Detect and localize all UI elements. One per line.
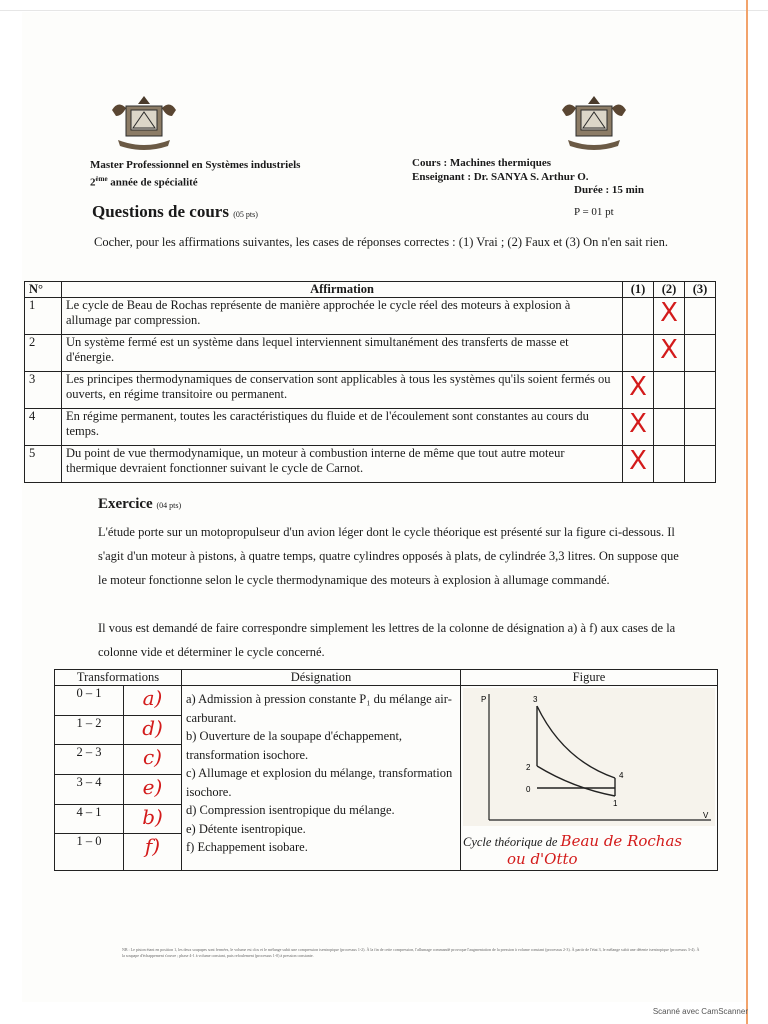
point-label-2: 2 [526, 763, 531, 772]
point-label-3: 3 [533, 695, 538, 704]
checkbox-faux[interactable] [654, 446, 685, 483]
teacher-name: Enseignant : Dr. SANYA S. Arthur O. [412, 171, 589, 183]
col-header-designation: Désignation [182, 670, 461, 686]
transformation-label: 4 – 1 [55, 804, 124, 834]
designation-item: f) Echappement isobare. [186, 840, 308, 854]
scan-top-edge [0, 0, 768, 11]
checkbox-nsp[interactable] [685, 409, 716, 446]
transformation-label: 1 – 2 [55, 715, 124, 745]
transformation-label: 2 – 3 [55, 745, 124, 775]
designation-item: e) Détente isentropique. [186, 821, 306, 836]
designation-item: a) Admission à pression constante P₁ du mélange air-carburant. [186, 692, 452, 725]
scan-right-edge [746, 0, 748, 1024]
program-name: Master Professionnel en Systèmes industriels [90, 159, 301, 171]
checkbox-faux[interactable] [654, 372, 685, 409]
transformation-label: 1 – 0 [55, 834, 124, 871]
designation-item: b) Ouverture de la soupape d'échappement, transformation isochore. [186, 729, 403, 762]
table-row [25, 409, 716, 446]
exercise-instruction: Il vous est demandé de faire correspondre simplement les lettres de la colonne de désignation a) à f) aux cases de la colonne vide et déterminer le cycle concerné. [98, 621, 676, 659]
designation-item: c) Allumage et explosion du mélange, transformation isochore. [186, 766, 453, 799]
exercise-title: Exercice (04 pts) [98, 496, 182, 512]
checkbox-vrai[interactable]: X [623, 372, 654, 409]
university-crest-right-icon [554, 90, 634, 156]
checkbox-nsp[interactable] [685, 335, 716, 372]
axis-label-v: V [703, 811, 709, 820]
row-number: 3 [25, 372, 62, 409]
col-header-vrai: (1) [623, 282, 654, 298]
row-number: 5 [25, 446, 62, 483]
university-crest-left-icon [104, 90, 184, 156]
checkbox-faux[interactable]: X [654, 335, 685, 372]
figure-caption: Cycle théorique de Beau de Rochas [463, 832, 683, 850]
exercise-intro: L'étude porte sur un motopropulseur d'un avion léger dont le cycle théorique est présenté sur la figure ci-dessous. Il s'agit d'un moteur à pistons, à quatre temps, quatre cylindres opposés à plats, de cylindrée 3,3 litres. On suppose que le moteur fonctionne selon le cycle thermodynamique des moteurs à explosion à allumage commandé. [98, 525, 679, 587]
row-number: 2 [25, 335, 62, 372]
scanner-watermark: Scanné avec CamScanner [652, 1007, 748, 1016]
matching-header-row [55, 670, 718, 686]
col-header-transformations: Transformations [55, 670, 182, 686]
answer-field[interactable]: c) [124, 745, 182, 775]
col-header-affirmation: Affirmation [62, 282, 623, 298]
transformation-row [55, 686, 718, 716]
checkbox-vrai[interactable] [623, 335, 654, 372]
transformation-label: 3 – 4 [55, 774, 124, 804]
point-label-1: 1 [613, 799, 618, 808]
answer-field[interactable]: a) [124, 686, 182, 716]
point-label-0: 0 [526, 785, 531, 794]
cycle-answer-line2[interactable]: ou d'Otto [507, 850, 578, 868]
affirmation-text: Un système fermé est un système dans lequel interviennent simultanément des transferts de masse et d'énergie. [62, 335, 623, 372]
checkbox-faux[interactable] [654, 409, 685, 446]
answer-field[interactable]: f) [124, 834, 182, 871]
matching-table [54, 669, 718, 871]
table-row [25, 298, 716, 335]
checkbox-nsp[interactable] [685, 446, 716, 483]
row-number: 4 [25, 409, 62, 446]
program-header [90, 158, 300, 190]
cycle-answer-line1[interactable]: Beau de Rochas [560, 832, 683, 850]
checkbox-vrai[interactable]: X [623, 446, 654, 483]
table-row [25, 372, 716, 409]
figure-cell [461, 686, 718, 871]
answer-field[interactable]: d) [124, 715, 182, 745]
affirmation-text: Les principes thermodynamiques de conservation sont applicables à tous les systèmes qu'ils soient fermés ou ouverts, en régime transitoire ou permanent. [62, 372, 623, 409]
questions-title: Questions de cours (05 pts) [92, 202, 258, 221]
axis-label-p: P [481, 695, 487, 704]
col-header-nsp: (3) [685, 282, 716, 298]
program-year: 2ème année de spécialité [90, 175, 198, 189]
col-header-figure: Figure [461, 670, 718, 686]
designation-item: d) Compression isentropique du mélange. [186, 803, 395, 817]
affirmation-text: En régime permanent, toutes les caractéristiques du fluide et de l'écoulement sont constantes au cours du temps. [62, 409, 623, 446]
row-number: 1 [25, 298, 62, 335]
checkbox-nsp[interactable] [685, 372, 716, 409]
table-header-row [25, 282, 716, 298]
checkbox-vrai[interactable]: X [623, 409, 654, 446]
col-header-faux: (2) [654, 282, 685, 298]
footnote: NB : Le piston étant en position 1, les deux soupapes sont fermées, le volume est clos et le mélange subit une compression isentropique (processus 1-2). À la fin de cette compression, l'allumage commandé provoque l'augmentation de la pression à volume constant (processus 2-3). À partir de l'état 3, le mélange subit une détente isentropique (processus 3-4). À la soupape d'échappement s'ouvre ; phase 4-1 à volume constant, puis refoulement (processus 1-0) à pression constante. [122, 947, 700, 958]
course-name: Cours : Machines thermiques [412, 157, 552, 169]
table-row [25, 335, 716, 372]
checkbox-nsp[interactable] [685, 298, 716, 335]
points-per-question: P = 01 pt [574, 206, 614, 218]
course-header [412, 156, 589, 184]
col-header-num: N° [25, 282, 62, 298]
answer-field[interactable]: e) [124, 774, 182, 804]
checkbox-faux[interactable]: X [654, 298, 685, 335]
affirmations-table [24, 281, 716, 483]
point-label-4: 4 [619, 771, 624, 780]
affirmation-text: Le cycle de Beau de Rochas représente de manière approchée le cycle réel des moteurs à explosion à allumage par compression. [62, 298, 623, 335]
duration: Durée : 15 min [574, 184, 644, 196]
checkbox-vrai[interactable] [623, 298, 654, 335]
pv-diagram [463, 688, 715, 826]
answer-field[interactable]: b) [124, 804, 182, 834]
exam-page [22, 12, 744, 1002]
affirmation-text: Du point de vue thermodynamique, un moteur à combustion interne de même que tout autre moteur thermique devraient fonctionner suivant le cycle de Carnot. [62, 446, 623, 483]
transformation-label: 0 – 1 [55, 686, 124, 716]
table-row [25, 446, 716, 483]
questions-instruction: Cocher, pour les affirmations suivantes, les cases de réponses correctes : (1) Vrai ; (2) Faux et (3) On n'en sait rien. [94, 235, 668, 249]
designation-list [182, 686, 461, 871]
